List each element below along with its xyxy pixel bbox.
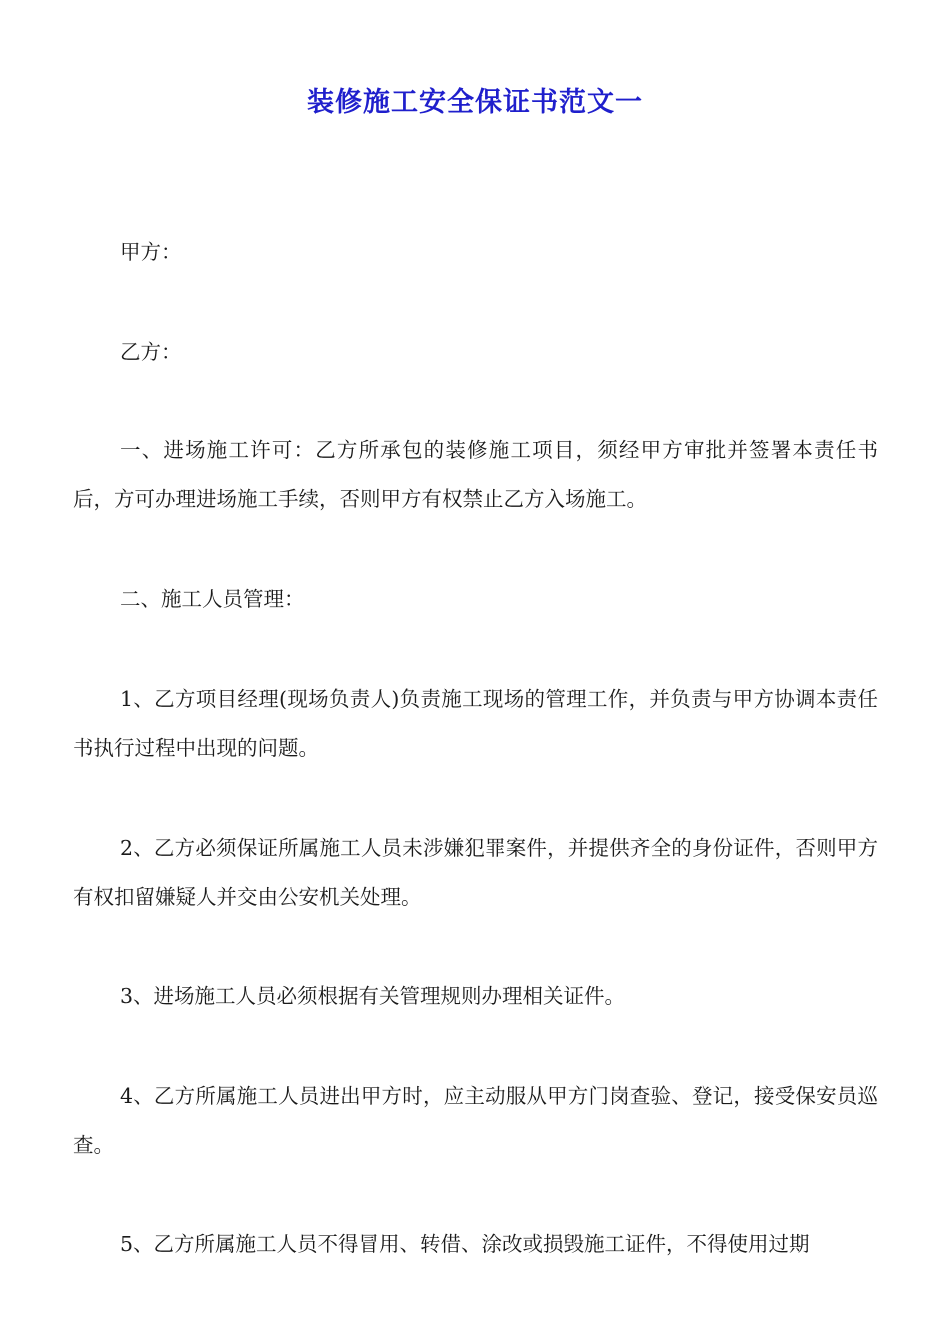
clause-entry-permit: 一、进场施工许可：乙方所承包的装修施工项目，须经甲方审批并签署本责任书后，方可办理进场施工手续，否则甲方有权禁止乙方入场施工。 [73, 438, 878, 511]
clause-item-1: 1、乙方项目经理(现场负责人)负责施工现场的管理工作，并负责与甲方协调本责任书执行过程中出现的问题。 [73, 687, 878, 760]
section-personnel-heading: 二、施工人员管理： [120, 587, 305, 611]
clause-item-5: 5、乙方所属施工人员不得冒用、转借、涂改或损毁施工证件，不得使用过期 [120, 1232, 810, 1256]
document-title: 装修施工安全保证书范文一 [307, 87, 643, 118]
party-a-line: 甲方： [120, 240, 182, 264]
clause-item-2: 2、乙方必须保证所属施工人员未涉嫌犯罪案件，并提供齐全的身份证件，否则甲方有权扣留嫌疑人并交由公安机关处理。 [73, 836, 878, 909]
party-b-line: 乙方： [120, 340, 182, 364]
clause-item-3: 3、进场施工人员必须根据有关管理规则办理相关证件。 [120, 984, 626, 1008]
clause-item-4: 4、乙方所属施工人员进出甲方时，应主动服从甲方门岗查验、登记，接受保安员巡查。 [73, 1084, 878, 1157]
